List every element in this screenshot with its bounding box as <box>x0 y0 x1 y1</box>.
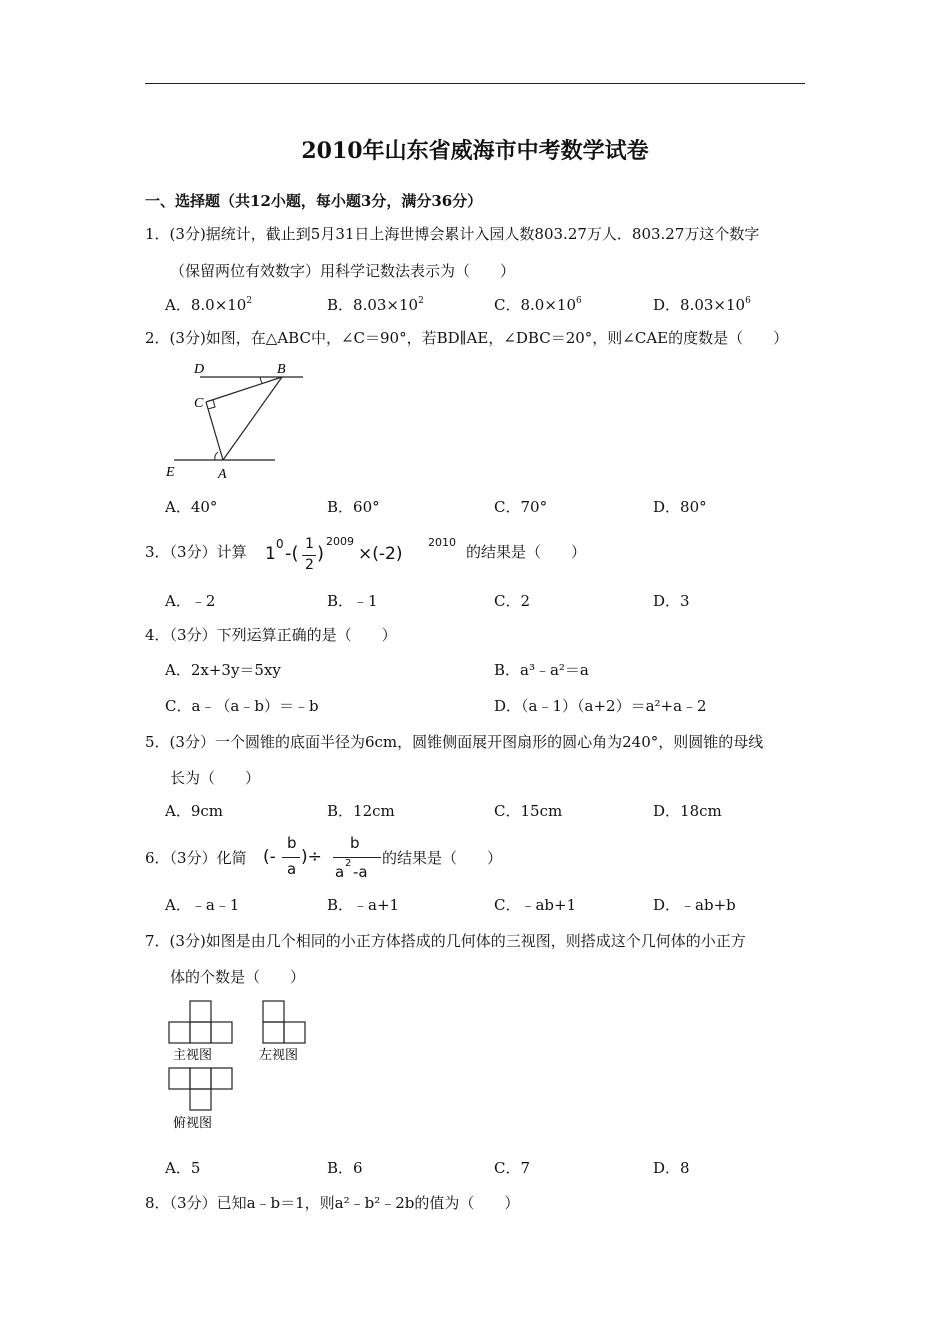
page-title: 2010年山东省威海市中考数学试卷 <box>301 138 649 164</box>
q6-suffix: 的结果是（ ） <box>382 849 503 867</box>
label-c: C <box>194 396 204 411</box>
q5-option-b: B．12cm <box>327 802 395 820</box>
q5-line1: 5．(3分）一个圆锥的底面半径为6cm，圆锥侧面展开图扇形的圆心角为240°，则圆锥的母线 <box>145 733 764 751</box>
q3-option-c: C．2 <box>494 592 531 610</box>
q6-prefix: 6．（3分）化简 <box>145 849 247 867</box>
q2-text: 2．(3分)如图，在△ABC中，∠C＝90°，若BD∥AE，∠DBC＝20°，则∠CAE的度数是（ ） <box>145 329 789 347</box>
q7-line1: 7．(3分)如图是由几个相同的小正方体搭成的几何体的三视图，则搭成这个几何体的小正方 <box>145 932 746 950</box>
q1-line2: （保留两位有效数字）用科学记数法表示为（ ） <box>170 262 516 280</box>
q5-option-c: C．15cm <box>494 802 563 820</box>
q1-option-c: C．$8.0\times 10^6$ <box>494 296 582 314</box>
q5-option-d: D．18cm <box>653 802 722 820</box>
q3-option-a: A．﹣2 <box>165 592 216 610</box>
q3-option-b: B．﹣1 <box>327 592 378 610</box>
q2-option-a: A．40° <box>165 498 218 516</box>
q2-option-b: B．60° <box>327 498 380 516</box>
q4-option-b: B．a³﹣a²＝a <box>494 661 589 679</box>
left-view <box>263 1001 305 1043</box>
top-view <box>169 1068 232 1110</box>
q7-three-views-figure <box>160 995 320 1135</box>
angle-a-arc <box>215 452 218 460</box>
q4-option-a: A．2x+3y＝5xy <box>165 661 281 679</box>
q3-option-d: D．3 <box>653 592 690 610</box>
label-d: D <box>194 362 205 377</box>
q3-prefix: 3．（3分）计算 <box>145 543 247 561</box>
section-heading: 一、选择题（共12小题，每小题3分，满分36分） <box>145 192 483 210</box>
q6-expression: (- b a )÷ b a 2 -a <box>263 834 383 884</box>
q7-line2: 体的个数是（ ） <box>170 968 306 986</box>
q8-text: 8．（3分）已知a﹣b＝1，则a²﹣b²﹣2b的值为（ ） <box>145 1194 520 1212</box>
q7-option-c: C．7 <box>494 1159 531 1177</box>
top-view-label: 俯视图 <box>173 1116 213 1131</box>
segment-ca <box>206 402 223 460</box>
q2-option-d: D．80° <box>653 498 707 516</box>
q1-option-a: A．$8.0\times 10^2$ <box>165 296 253 314</box>
q4-option-d: D．（a﹣1）（a+2）＝a²+a﹣2 <box>494 697 707 715</box>
q6-option-d: D．﹣ab+b <box>653 896 736 914</box>
q2-triangle-figure <box>160 358 310 483</box>
q2-option-c: C．70° <box>494 498 548 516</box>
q5-line2: 长为（ ） <box>170 769 261 787</box>
q7-option-a: A．5 <box>165 1159 201 1177</box>
q6-option-b: B．﹣a+1 <box>327 896 400 914</box>
q3-suffix: 的结果是（ ） <box>466 543 587 561</box>
angle-b-arc <box>260 377 262 383</box>
label-e: E <box>166 465 175 480</box>
front-view <box>169 1001 232 1043</box>
segment-ab <box>223 377 282 460</box>
q3-expression: 1 0 -( 1 2 ) 2009 ×(-2) 2010 <box>265 535 456 573</box>
q7-option-b: B．6 <box>327 1159 363 1177</box>
q4-option-c: C．a﹣（a﹣b）＝﹣b <box>165 697 319 715</box>
q5-option-a: A．9cm <box>165 802 224 820</box>
q6-option-c: C．﹣ab+1 <box>494 896 577 914</box>
q7-option-d: D．8 <box>653 1159 690 1177</box>
q1-option-b: B．$8.03\times 10^2$ <box>327 296 424 314</box>
label-a: A <box>218 467 227 482</box>
q4-text: 4．（3分）下列运算正确的是（ ） <box>145 626 397 644</box>
front-view-label: 主视图 <box>173 1048 213 1063</box>
q1-line1: 1．(3分)据统计，截止到5月31日上海世博会累计入园人数803.27万人．803.27万这个数字 <box>145 225 760 243</box>
label-b: B <box>277 362 286 377</box>
q1-option-d: D．$8.03\times 10^6$ <box>653 296 751 314</box>
segment-bc <box>206 377 282 402</box>
top-rule <box>145 83 805 84</box>
left-view-label: 左视图 <box>259 1048 299 1063</box>
q6-option-a: A．﹣a﹣1 <box>165 896 240 914</box>
